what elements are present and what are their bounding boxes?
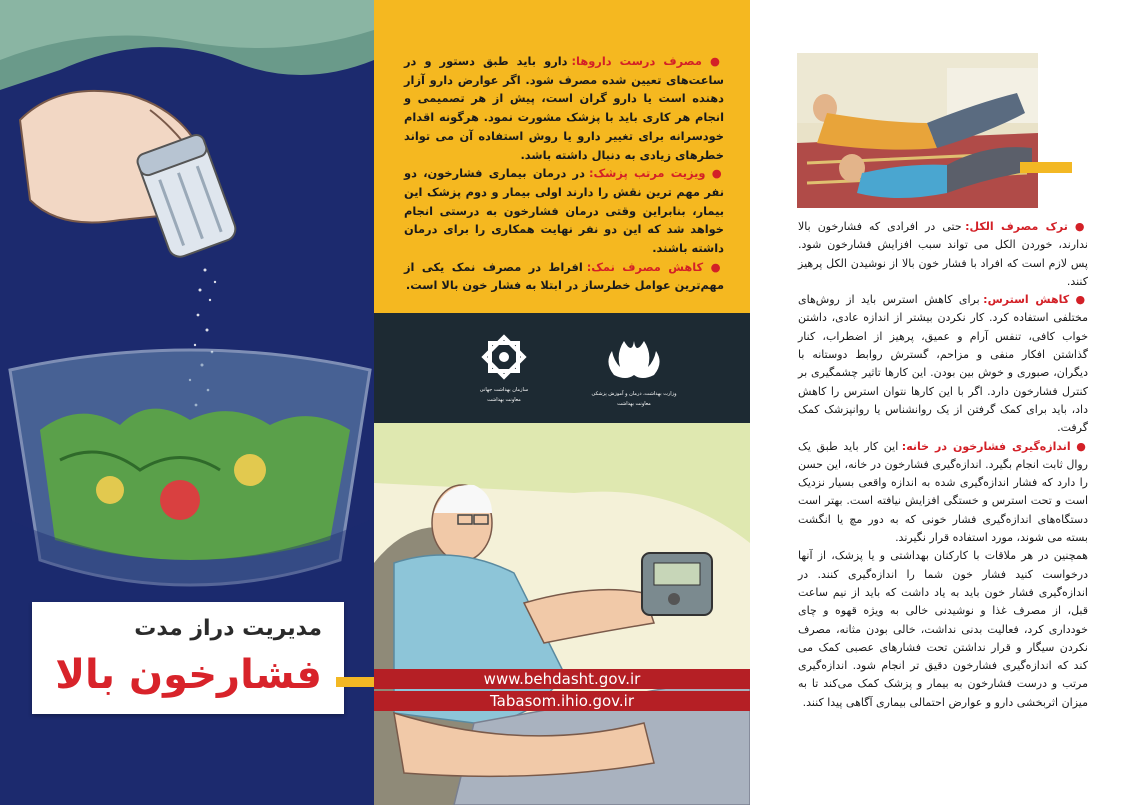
tip-body: دارو باید طبق دستور و در ساعت‌های تعیین شده مصرف شود. اگر عوارض دارو آزار دهنده است یا دارو گران است، پیش از هر تصمیمی و انجام هر کاری باید با پزشک مشورت نمود. هرگونه اقدام خودسرانه برای تغییر دارو یا روش استفاده آن می تواند خطرهای زیادی به دنبال داشته باشد. (404, 54, 724, 162)
advice-body: برای کاهش استرس باید از روش‌های مختلفی استفاده کرد. کار نکردن بیشتر از اندازه عادی، داشتن خواب کافی، تنفس آرام و عمیق، پرهیز از اضطراب، کنار گذاشتن افکار منفی و مزاحم، گسترش روابط دوستانه با دیگران، صبوری و خوش بین بودن. این کارها تاثیر چشمگیری بر کنترل فشارخون دارد. اگر با این کارها نتوان استرس را کاهش داد، باید برای کمک گرفتن از یک روانشناس یا روانپزشک کمک گرفت. (798, 293, 1088, 435)
tip-heading: ویزیت مرتب پزشک: (588, 166, 706, 181)
title-card (32, 602, 344, 714)
bullet-icon: ● (1067, 220, 1088, 233)
elderly-man-illustration (374, 423, 750, 805)
tips-text (404, 52, 724, 295)
middle-panel (374, 0, 750, 805)
bullet-icon: ● (1069, 293, 1088, 307)
ministry-logo (574, 331, 694, 411)
logos-strip (374, 313, 750, 423)
tips-section (374, 0, 750, 313)
website-url-2[interactable]: Tabasom.ihio.gov.ir (374, 691, 750, 711)
title-accent-bar (336, 677, 374, 687)
advice-heading: کاهش استرس: (983, 293, 1070, 307)
advice-body: حتی در افرادی که فشارخون بالا ندارند، خوردن الکل می تواند سبب افزایش فشارخون شود. پس لازم است که افراد با فشار خون بالا از نوشیدن الکل پرهیز کنند. (798, 220, 1088, 288)
tip-paragraph (404, 164, 724, 258)
advice-body: همچنین در هر ملاقات با کارکنان بهداشتی و یا پزشک، از آنها درخواست کنید فشار خون شما را اندازه‌گیری کنند. در اندازه‌گیری فشار خون باید به یاد داشت که باید از نیم ساعت قبل، از مصرف غذا و نوشیدنی خالی به ویژه قهوه و چای خودداری کرد، فعالیت بدنی نداشت، خالی بودن مثانه، مصرف نکردن سیگار و قرار نداشتن تحت فشارهای عصبی کمک می کند که اندازه‌گیری فشارخون دقیق تر انجام شود. اندازه‌گیری مرتب و درست فشارخون به بیمار و پزشک کمک می‌کند تا به میزان اثربخشی دارو و عوارض احتمالی بیماری آگاهی پیدا کنند. (798, 549, 1088, 709)
right-panel (750, 0, 1126, 805)
tip-body: در درمان بیماری فشارخون، دو نفر مهم ترین نقش را دارند اولی بیمار و دوم پزشک این بیمار، بنابراین وقتی درمان فشارخون به درستی انجام خواهد شد که این دو نفر نهایت همکاری را برای درمان داشته باشند. (404, 166, 724, 256)
bullet-icon: ● (705, 166, 725, 181)
ministry-caption2: معاونت بهداشت (617, 401, 651, 407)
advice-paragraph (798, 218, 1088, 291)
cover-panel (0, 0, 374, 805)
website-url-1[interactable]: www.behdasht.gov.ir (374, 669, 750, 689)
health-org-caption2: معاونت بهداشت (487, 397, 521, 403)
ministry-caption: وزارت بهداشت، درمان و آموزش پزشکی (591, 391, 677, 397)
health-org-caption: سازمان بهداشت جهانی (479, 387, 529, 393)
health-org-logo (459, 331, 549, 411)
bullet-icon: ● (701, 54, 724, 68)
advice-paragraph (798, 547, 1088, 712)
relaxing-men-illustration (797, 53, 1038, 208)
advice-heading: ترک مصرف الکل: (965, 220, 1068, 233)
advice-paragraph (798, 438, 1088, 548)
section-accent-bar (1020, 162, 1072, 173)
bullet-icon: ● (1070, 439, 1088, 453)
tip-heading: کاهش مصرف نمک: (586, 259, 704, 274)
tip-heading: مصرف درست داروها: (571, 54, 702, 68)
tip-paragraph (404, 258, 724, 295)
tip-body: افراط در مصرف نمک یکی از مهم‌ترین عوامل خطرساز در ابتلا به فشار خون بالا است. (404, 259, 724, 293)
advice-heading: اندازه‌گیری فشارخون در خانه: (901, 439, 1071, 453)
title-main: فشارخون بالا (55, 652, 322, 698)
advice-text (798, 218, 1088, 712)
bullet-icon: ● (703, 259, 725, 274)
advice-body: این کار باید طبق یک روال ثابت انجام بگیرد. اندازه‌گیری فشارخون در خانه، این حسن را دارد که فشار اندازه‌گیری شده به اندازه واقعی بسیار نزدیک است و تحت استرس و خستگی افزایش نیافته است. بهتر است دستگاه‌های اندازه‌گیری فشار خونی که به دور مچ یا انگشت بسته می شوند، مورد استفاده قرار نگیرند. (798, 439, 1088, 545)
advice-paragraph (798, 291, 1088, 437)
tip-paragraph (404, 52, 724, 164)
title-subtitle: مدیریت دراز مدت (134, 616, 322, 641)
